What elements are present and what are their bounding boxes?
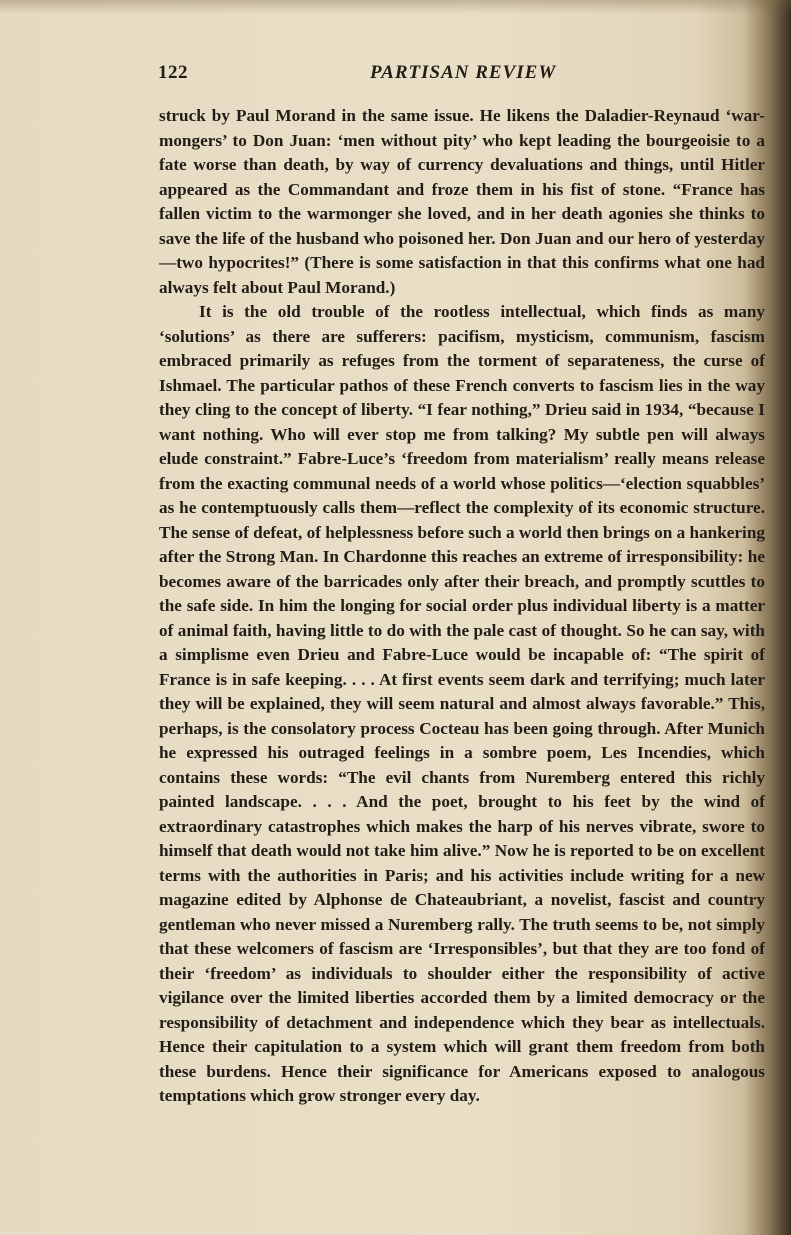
paragraph-2: It is the old trouble of the rootless intellectual, which finds as many ‘solutions’ as there are sufferers: pacifism, mysticism, communism, fascism embraced primarily as refuges from the torment of separateness, the curse of Ishmael. The particular pathos of these French converts to fascism lies in the way they cling to the concept of liberty. “I fear nothing,” Drieu said in 1934, “because I want nothing. Who will ever stop me from talking? My subtle pen will always elude constraint.” Fabre-Luce’s ‘freedom from materialism’ really means release from the exacting communal needs of a world whose politics—‘election squabbles’ as he contemptuously calls them—reflect the complexity of its economic structure. The sense of defeat, of helplessness before such a world then brings on a hankering after the Strong Man. In Chardonne this reaches an extreme of irresponsibility: he becomes aware of the barricades only after their breach, and promptly scuttles to the safe side. In him the longing for social order plus individual liberty is a matter of animal faith, having little to do with the pale cast of thought. So he can say, with a simplisme even Drieu and Fabre-Luce would be incapable of: “The spirit of France is in safe keeping. . . . At first events seem dark and terrifying; much later they will be explained, they will seem natural and almost always favorable.” This, perhaps, is the consolatory process Cocteau has been going through. After Munich he expressed his outraged feelings in a sombre poem, Les Incendies, which contains these words: “The evil chants from Nuremberg entered this richly painted landscape. . . . And the poet, brought to his feet by the wind of extraordinary catastrophes which makes the harp of his nerves vibrate, swore to himself that death would not take him alive.” Now he is reported to be on excellent terms with the authorities in Paris; and his activities include writing for a new magazine edited by Alphonse de Chateaubriant, a novelist, fascist and country gentleman who never missed a Nuremberg rally. The truth seems to be, not simply that these welcomers of fascism are ‘Irresponsibles’, but that they are too fond of their ‘freedom’ as individuals to shoulder either the responsibility of active vigilance over the limited liberties accorded them by a limited democracy or the responsibility of detachment and independence which they bear as intellectuals. Hence their capitulation to a system which will grant them freedom from both these burdens. Hence their significance for Americans exposed to analogous temptations which grow stronger every day. <box>159 302 765 1105</box>
body-text <box>159 104 765 1109</box>
page-header <box>158 62 764 92</box>
running-head: PARTISAN REVIEW <box>370 62 557 83</box>
page-top-shadow <box>0 0 791 14</box>
paragraph-1: struck by Paul Morand in the same issue. He likens the Daladier-Reynaud ‘war-mongers’ to Don Juan: ‘men without pity’ who kept leading the bourgeoisie to a fate worse than death, by way of currency devaluations and things, until Hitler appeared as the Commandant and froze them in his fist of stone. “France has fallen victim to the warmonger she loved, and in her death agonies she thinks to save the life of the husband who poisoned her. Don Juan and our hero of yesterday—two hypocrites!” (There is some satisfaction in that this confirms what one had always felt about Paul Morand.) <box>159 106 765 297</box>
page-number: 122 <box>158 62 188 83</box>
